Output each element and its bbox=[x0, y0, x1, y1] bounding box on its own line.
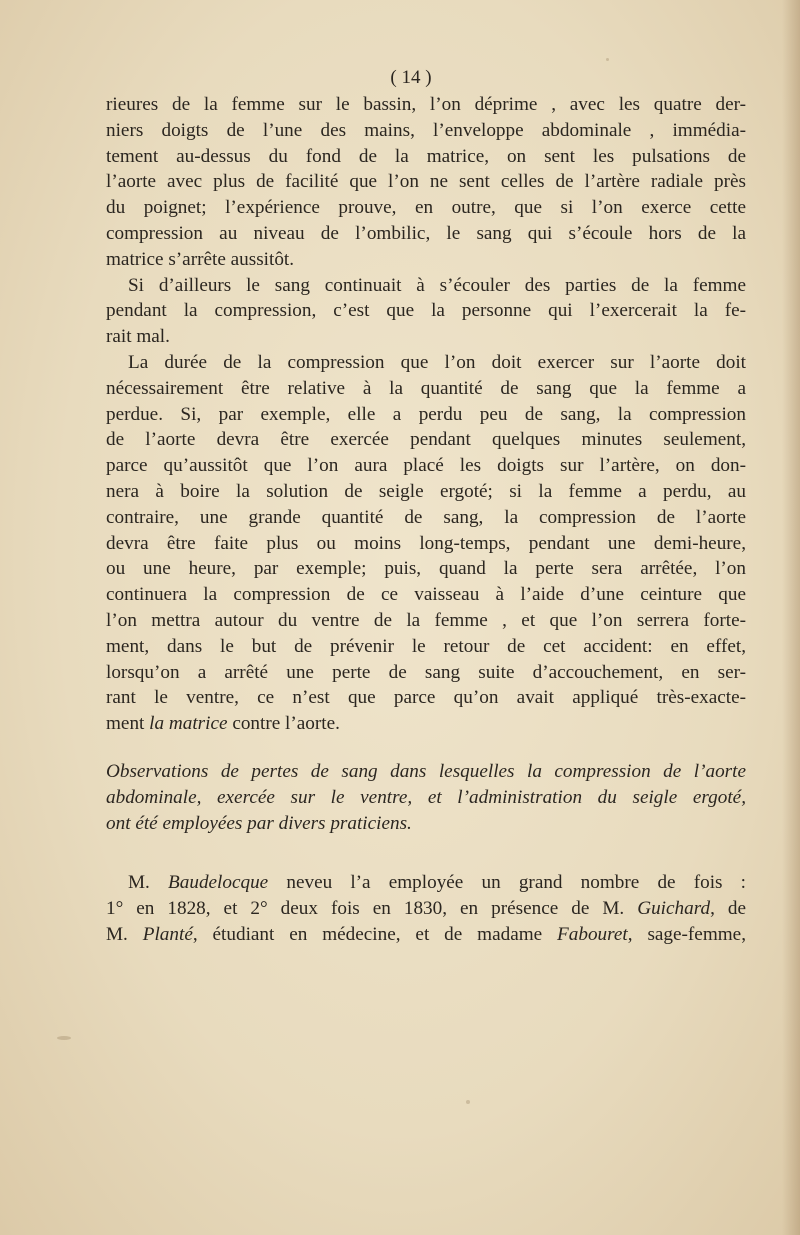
text-run: contre l’aorte. bbox=[227, 713, 340, 735]
text-line bbox=[106, 870, 746, 896]
text-line: lorsqu’on a arrêté une perte de sang suite d’accouchement, en ser- bbox=[106, 661, 746, 683]
text-line bbox=[106, 896, 746, 922]
text-line: l’aorte avec plus de facilité que l’on ne sent celles de l’artère radiale près bbox=[106, 171, 746, 193]
page-text bbox=[106, 64, 746, 948]
text-line: rant le ventre, ce n’est que parce qu’on avait appliqué très-exacte- bbox=[106, 687, 746, 709]
text-line: l’on mettra autour du ventre de la femme , et que l’on serrera forte- bbox=[106, 609, 746, 631]
page-number: ( 14 ) bbox=[390, 67, 432, 88]
text-line: niers doigts de l’une des mains, l’enveloppe abdominale , immédia- bbox=[106, 119, 746, 141]
heading-line: ont été employées par divers praticiens. bbox=[106, 812, 412, 834]
text-line: devra être faite plus ou moins long-temps, pendant une demi-heure, bbox=[106, 532, 746, 554]
person-name: Guichard bbox=[637, 898, 711, 920]
text-line: du poignet; l’expérience prouve, en outre, que si l’on exerce cette bbox=[106, 197, 746, 219]
paragraph-1 bbox=[106, 92, 746, 273]
heading-line: abdominale, exercée sur le ventre, et l’administration du seigle ergoté, bbox=[106, 786, 746, 808]
text-line: ou une heure, par exemple; puis, quand la perte sera arrêtée, l’on bbox=[106, 558, 746, 580]
text-run: M. bbox=[128, 872, 169, 894]
paper-speck bbox=[466, 1100, 470, 1104]
text-line: continuera la compression de ce vaisseau à l’aide d’une ceinture que bbox=[106, 584, 746, 606]
text-line: rait mal. bbox=[106, 326, 170, 348]
text-run: ment bbox=[106, 713, 150, 735]
text-run: 1° en 1828, et 2° deux fois en 1830, en présence de M. bbox=[106, 898, 638, 920]
page-edge-shadow bbox=[782, 0, 800, 1235]
text-line: pendant la compression, c’est que la personne qui l’exercerait la fe- bbox=[106, 300, 746, 322]
text-run: M. bbox=[106, 923, 143, 945]
text-line: nécessairement être relative à la quantité de sang que la femme a bbox=[106, 377, 746, 399]
text-line: nera à boire la solution de seigle ergoté; si la femme a perdu, au bbox=[106, 480, 746, 502]
paragraph-3 bbox=[106, 350, 746, 737]
text-line: matrice s’arrête aussitôt. bbox=[106, 248, 295, 270]
text-line bbox=[106, 711, 746, 737]
text-run: , étudiant en médecine, et de madame bbox=[192, 923, 558, 945]
text-line: de l’aorte devra être exercée pendant quelques minutes seulement, bbox=[106, 429, 746, 451]
text-line: parce qu’aussitôt que l’on aura placé les doigts sur l’artère, on don- bbox=[106, 455, 746, 477]
text-run: neveu l’a employée un grand nombre de fois : bbox=[268, 872, 746, 894]
paragraph-4 bbox=[106, 870, 746, 947]
text-line: contraire, une grande quantité de sang, la compression de l’aorte bbox=[106, 506, 746, 528]
text-line bbox=[106, 922, 746, 948]
paper-speck bbox=[606, 58, 609, 61]
italic-term: la matrice bbox=[149, 713, 228, 735]
paragraph-2 bbox=[106, 273, 746, 350]
text-line: perdue. Si, par exemple, elle a perdu peu de sang, la compression bbox=[106, 403, 746, 425]
person-name: Planté bbox=[142, 923, 193, 945]
heading-line: Observations de pertes de sang dans lesquelles la compression de l’aorte bbox=[106, 760, 746, 782]
text-line: La durée de la compression que l’on doit exercer sur l’aorte doit bbox=[128, 351, 746, 373]
text-run: , de bbox=[710, 898, 746, 920]
text-line: tement au-dessus du fond de la matrice, on sent les pulsations de bbox=[106, 145, 746, 167]
person-name: Baudelocque bbox=[168, 872, 269, 894]
text-line: compression au niveau de l’ombilic, le sang qui s’écoule hors de la bbox=[106, 222, 746, 244]
person-name: Fabouret bbox=[557, 923, 628, 945]
text-run: , sage-femme, bbox=[627, 923, 746, 945]
text-line: ment, dans le but de prévenir le retour de cet accident: en effet, bbox=[106, 635, 746, 657]
text-line: Si d’ailleurs le sang continuait à s’écouler des parties de la femme bbox=[128, 274, 746, 296]
observations-heading bbox=[106, 759, 746, 836]
paper-speck bbox=[57, 1036, 71, 1040]
text-line: rieures de la femme sur le bassin, l’on déprime , avec les quatre der- bbox=[106, 94, 746, 115]
